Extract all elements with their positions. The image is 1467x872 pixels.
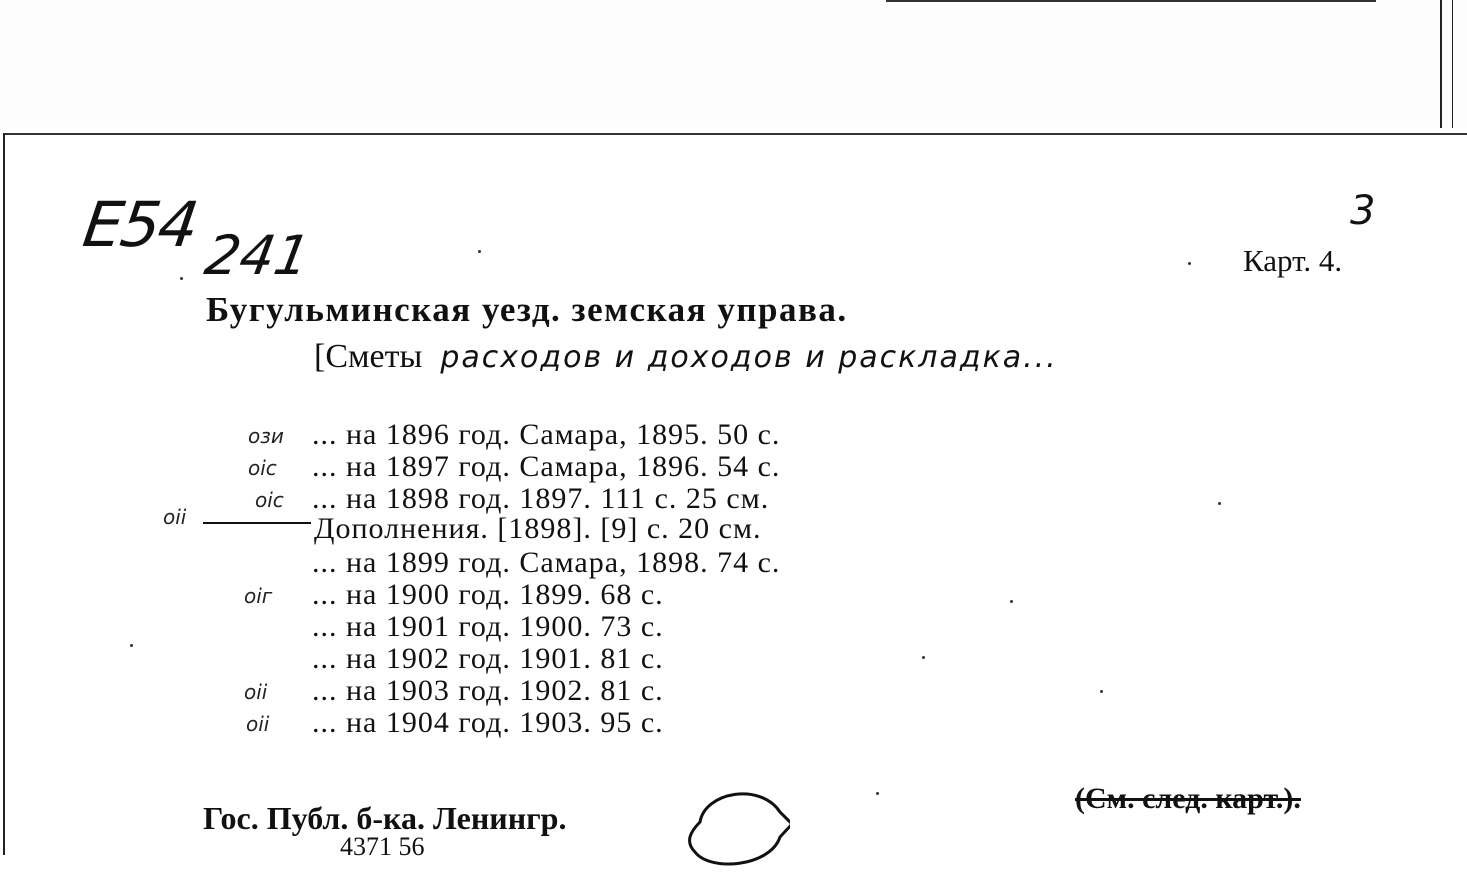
scan-speck (1218, 502, 1221, 505)
entry-line: Дополнения. [1898]. [9] с. 20 см. (314, 512, 762, 545)
stamp-outline (680, 782, 790, 872)
entry-line: ... на 1904 год. 1903. 95 с. (312, 706, 664, 739)
card-drawer-background (0, 0, 1467, 128)
entry-dash (203, 522, 311, 524)
scan-speck (1188, 262, 1191, 265)
scan-speck (180, 277, 183, 280)
entry-mark: оіс (255, 488, 284, 512)
subtitle-printed: [Сметы (314, 338, 423, 375)
corner-number: 3 (1350, 188, 1376, 234)
scan-speck (1010, 600, 1013, 603)
entry-line: ... на 1896 год. Самара, 1895. 50 с. (312, 418, 781, 451)
entry-line: ... на 1900 год. 1899. 68 с. (312, 578, 664, 611)
entry-mark: оіс (248, 456, 277, 480)
entry-line: ... на 1899 год. Самара, 1898. 74 с. (312, 546, 781, 579)
entry-mark: оіі (246, 712, 270, 736)
subtitle-handwritten: расходов и доходов и раскладка... (440, 340, 1058, 375)
catalog-heading: Бугульминская уезд. земская управа. (206, 290, 848, 329)
scan-speck (922, 656, 925, 659)
entry-line: ... на 1902 год. 1901. 81 с. (312, 642, 664, 675)
entry-mark: оіі (163, 505, 187, 529)
card-label: Карт. 4. (1243, 243, 1343, 278)
entry-mark: оіг (244, 584, 273, 608)
drawer-edge-line (1440, 0, 1442, 128)
library-imprint: Гос. Публ. б-ка. Ленингр. (203, 800, 567, 836)
shelfmark-sub: 241 (200, 224, 315, 287)
previous-card-edge (886, 0, 1376, 2)
entry-line: ... на 1898 год. 1897. 111 с. 25 см. (312, 482, 770, 515)
entry-line: ... на 1897 год. Самара, 1896. 54 с. (312, 450, 781, 483)
subtitle (314, 338, 1058, 376)
entry-line: ... на 1901 год. 1900. 73 с. (312, 610, 664, 643)
next-card-note: (См. след. карт.). (1075, 782, 1301, 815)
entry-line: ... на 1903 год. 1902. 81 с. (312, 674, 664, 707)
entry-mark: ози (248, 424, 284, 448)
imprint-number: 4371 56 (340, 832, 425, 861)
scan-speck (876, 792, 879, 795)
entry-mark: оіі (244, 680, 268, 704)
drawer-edge-line (1452, 0, 1453, 128)
scan-speck (1100, 690, 1103, 693)
scan-speck (478, 250, 481, 253)
shelfmark: E54 (78, 188, 202, 261)
scan-speck (130, 644, 133, 647)
